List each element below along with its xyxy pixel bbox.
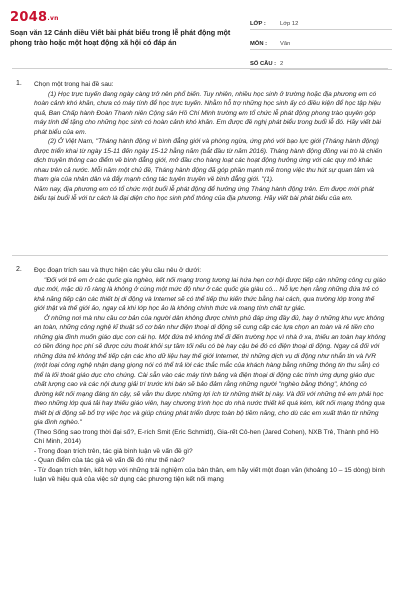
class-value: Lớp 12 bbox=[280, 21, 299, 27]
question-option-2-cont: Năm nay, địa phương em có tổ chức một buổi lễ phát động để hưởng ứng Tháng hành động trên. Em được mời phát biểu tại buổi lễ với tư cách là đại diện cho học sinh phổ thông của địa phương. Hãy viết bài phát biểu của em. bbox=[34, 185, 374, 202]
subject-label: MÔN : bbox=[250, 41, 268, 47]
class-label: LỚP : bbox=[250, 21, 266, 27]
question-prompt: Chọn một trong hai đề sau: bbox=[34, 81, 114, 88]
question-item: - Từ đoạn trích trên, kết hợp với những trải nghiệm của bản thân, em hãy viết một đoạn văn (khoảng 10 – 15 dòng) bình luận về hiệu quả của việc sử dụng các phương tiện kết nối mạng bbox=[34, 466, 385, 483]
meta-subject-row bbox=[250, 32, 392, 50]
count-value: 2 bbox=[280, 61, 284, 67]
page-title: Soạn văn 12 Cánh diều Viết bài phát biểu trong lễ phát động một phong trào hoặc một hoạt động xã hội có đáp án bbox=[10, 28, 231, 47]
question-prompt: Đọc đoạn trích sau và thực hiện các yêu cầu nêu ở dưới: bbox=[34, 267, 202, 274]
question-option-2: (2) Ở Việt Nam, "Tháng hành động vì bình đẳng giới và phòng ngừa, ứng phó với bạo lực giới (Tháng hành động) được triển khai từ ngày 15-11 đến ngày 15-12 hằng năm (bắt đầu từ năm 2016). Tháng hành động đồng vai trò là chiến dịch truyền thông cao điểm về bình đẳng giới, mở đầu cho hàng loạt các hoạt động hưởng ứng với các quy mô khác nhau trên cả nước. Mỗi năm một chủ đề, Tháng hành động đã góp phần mạnh mẽ trong việc thu hút sự quan tâm và tham gia của nhân dân và đẩy mạnh công tác tuyên truyền về bình đẳng giới. "(1). bbox=[34, 138, 383, 183]
question-option-1: (1) Học trực tuyến đang ngày càng trở nên phổ biến. Tuy nhiên, nhiều học sinh ở trường hoặc địa phương em có hoàn cảnh khó khăn, chưa có máy tính để học trực tuyến. Nhằm hỗ trợ những học sinh ấy có điều kiện để học tập hiệu quả, Ban Chấp hành Đoàn Thanh niên Cộng sản Hồ Chí Minh trường em tổ chức lễ phát động phong trào quyên góp máy tính để tặng cho những học sinh có hoàn cảnh khó khăn. Em được đề nghị phát biểu trong buổi lễ đó. Hãy viết bài phát biểu của em. bbox=[34, 90, 382, 136]
question-number: 2. bbox=[16, 266, 22, 273]
question-divider bbox=[12, 255, 388, 256]
question-body bbox=[34, 80, 386, 204]
excerpt-source: (Theo Sống sao trong thời đại số?, E-rích Smit (Eric Schmidt), Gia-rết Cô-hen (Jared Cohen), NXB Trẻ, Thành phố Hồ Chí Minh, 2014) bbox=[34, 428, 379, 445]
meta-class-row bbox=[250, 12, 392, 30]
site-logo[interactable] bbox=[10, 10, 59, 25]
question-item: - Quan điểm của tác giả về vấn đề đó như thế nào? bbox=[34, 457, 185, 464]
logo-suffix: .vn bbox=[47, 15, 59, 22]
page-header bbox=[0, 0, 400, 66]
meta-box bbox=[250, 12, 392, 72]
subject-value: Văn bbox=[280, 41, 291, 47]
count-label: SỐ CÂU : bbox=[250, 61, 277, 67]
header-divider bbox=[12, 68, 388, 69]
question-body bbox=[34, 266, 386, 485]
question-item: - Trong đoạn trích trên, tác giả bình luận về vấn đề gì? bbox=[34, 447, 193, 455]
excerpt-paragraph-2: Ở những nơi mà nhu cầu cơ bản của người dân không được chính phủ đáp ứng đầy đủ, hay ở những khu vực không an toàn, những công nghệ kĩ thuật số cơ bản như điện thoại di động sẽ cung cấp các lựa chọn an toàn và rẻ tiền cho những gia đình muốn giáo dục con cái họ. Một đứa trẻ không thể đi đến trường học vì nhà ở xa, thiếu an toàn hay không có tiền đóng học phí sẽ được cứu thoát khỏi sự tăm tối nếu có bè hay cậu bé đó có điện thoại di động. Ngay cả đối với những đứa trẻ không thể tiếp cận các kho dữ liệu hay thế giới Internet, thì những dịch vụ di động như nhắn tin và IVR (một loại công nghệ nhận dạng giọng nói có thể trả lời các thắc mắc của khách hàng bằng những thông tin thu sẵn) có thể là lối thoát giáo dục cho chúng. Cài sẵn vào các máy tính bảng và điện thoại di động các trình ứng dụng giáo dục chất lượng cao và các nội dung giải trí trước khi bán sẽ bảo đảm rằng những người "nghèo bằng thông", không có đường kết nối mạng đáng tin cậy, sẽ vẫn thu được những lợi ích từ những thiết bị này. Và đối với những trẻ em phải học theo những lớp quá tải hay thiếu giáo viên, hay chương trình học do nhà nước thiết kế quá kém, kết nối mạng thông qua thiết bị di động sẽ bổ trợ việc học và giúp chúng phát triển được toàn bộ tiềm năng, cho dù các em xuất thân từ những gia đình nghèo." bbox=[34, 314, 386, 426]
logo-text: 2048 bbox=[10, 10, 48, 25]
excerpt-paragraph-1: "Đối với trẻ em ở các quốc gia nghèo, kết nối mạng trong tương lai hứa hẹn cơ hội được tiếp cận những công cụ giáo dục mới, mặc dù rõ ràng là không ở cùng một mức độ như ở các quốc gia giàu có... Nỗ lực hẹn rằng những đứa trẻ có khả năng tiếp cận các thiết bị di động và Internet sẽ có thể tiếp thu kiến thức bằng hai cách, qua trường lớp trong thế giới thật và thế giới ảo, ngay cả khi lớp học ảo là không chính thức và mang tính chất tự giác. bbox=[34, 276, 386, 312]
question-number: 1. bbox=[16, 80, 22, 87]
